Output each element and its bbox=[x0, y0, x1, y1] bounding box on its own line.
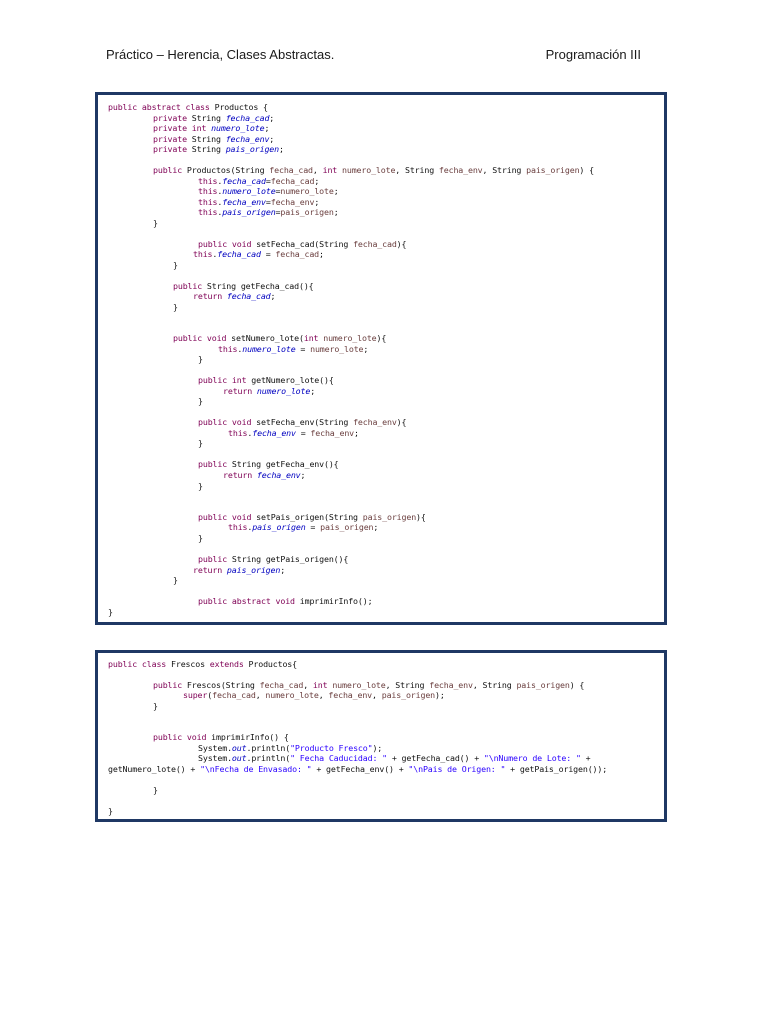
code-token: this bbox=[193, 249, 213, 259]
code-token: this bbox=[218, 344, 238, 354]
code-line bbox=[193, 565, 285, 575]
code-token: Frescos(String bbox=[186, 680, 260, 690]
code-token: fecha_env bbox=[270, 197, 315, 207]
code-line bbox=[108, 659, 297, 669]
code-token: ; bbox=[264, 123, 270, 133]
code-token: Frescos bbox=[171, 659, 210, 669]
code-token: String getFecha_env(){ bbox=[231, 459, 339, 469]
code-token: public bbox=[173, 281, 207, 291]
code-token: fecha_cad bbox=[353, 239, 397, 249]
code-token: ; bbox=[333, 186, 339, 196]
code-token: , bbox=[255, 690, 266, 700]
code-token: } bbox=[108, 607, 113, 617]
code-token: } bbox=[108, 806, 113, 816]
code-token: ; bbox=[270, 291, 276, 301]
code-line bbox=[198, 512, 426, 522]
code-token: setFecha_env(String bbox=[256, 417, 354, 427]
code-token: + getFecha_cad() + bbox=[386, 753, 484, 763]
code-token: pais_origen bbox=[320, 522, 374, 532]
code-token: "\nNumero de Lote: " bbox=[483, 753, 581, 763]
code-line bbox=[153, 144, 284, 154]
code-line bbox=[108, 806, 113, 816]
code-token: + bbox=[580, 753, 591, 763]
code-line bbox=[153, 113, 274, 123]
code-token: String getFecha_cad(){ bbox=[206, 281, 314, 291]
code-token: = bbox=[295, 344, 311, 354]
code-token: private bbox=[153, 144, 192, 154]
code-line bbox=[198, 743, 382, 753]
code-token: return bbox=[223, 470, 257, 480]
code-line bbox=[153, 218, 158, 228]
code-line bbox=[198, 354, 203, 364]
code-token: getNumero_lote() + bbox=[108, 764, 201, 774]
code-token: return bbox=[193, 291, 227, 301]
code-token: setNumero_lote( bbox=[231, 333, 304, 343]
code-token: } bbox=[173, 260, 178, 270]
code-token: ; bbox=[319, 249, 324, 259]
code-token: } bbox=[173, 302, 178, 312]
code-line bbox=[228, 428, 359, 438]
code-token: fecha_cad bbox=[269, 165, 313, 175]
code-token: public bbox=[153, 680, 187, 690]
code-token: ; bbox=[354, 428, 359, 438]
code-line bbox=[198, 396, 203, 406]
code-token: numero_lote bbox=[222, 186, 276, 196]
code-token: "\nPais de Origen: " bbox=[408, 764, 506, 774]
code-token: numero_lote bbox=[211, 123, 265, 133]
code-line bbox=[223, 386, 315, 396]
code-token: imprimirInfo() { bbox=[211, 732, 289, 742]
code-token: ; bbox=[314, 176, 320, 186]
code-token: ) { bbox=[569, 680, 585, 690]
code-token: fecha_env bbox=[429, 680, 473, 690]
code-token: fecha_cad bbox=[222, 176, 266, 186]
code-token: public void bbox=[153, 732, 212, 742]
code-token: ){ bbox=[396, 239, 407, 249]
code-token: return bbox=[193, 565, 227, 575]
code-token: return bbox=[223, 386, 257, 396]
code-token: numero_lote bbox=[332, 680, 386, 690]
code-token: getNumero_lote(){ bbox=[251, 375, 334, 385]
code-token: numero_lote bbox=[310, 344, 364, 354]
code-token: , String bbox=[482, 165, 527, 175]
code-token: int bbox=[191, 123, 212, 133]
code-token: System. bbox=[198, 753, 232, 763]
code-token: } bbox=[198, 396, 203, 406]
code-token: ){ bbox=[376, 333, 387, 343]
code-token: ; bbox=[280, 565, 286, 575]
header-title: Práctico – Herencia, Clases Abstractas. bbox=[106, 47, 335, 62]
code-token: . bbox=[247, 522, 253, 532]
code-token: . bbox=[237, 344, 243, 354]
code-token: numero_lote bbox=[242, 344, 296, 354]
code-line bbox=[198, 438, 203, 448]
code-token: int bbox=[322, 165, 342, 175]
code-token: fecha_cad bbox=[270, 176, 315, 186]
code-line bbox=[198, 186, 339, 196]
code-token: setPais_origen(String bbox=[256, 512, 363, 522]
code-token: ; bbox=[314, 197, 320, 207]
code-token: fecha_env bbox=[252, 428, 296, 438]
code-token: pais_origen bbox=[516, 680, 570, 690]
code-token: numero_lote bbox=[256, 386, 311, 396]
code-token: ; bbox=[333, 207, 339, 217]
code-token: } bbox=[153, 218, 158, 228]
code-token: ; bbox=[363, 344, 369, 354]
code-line bbox=[198, 207, 339, 217]
code-line bbox=[153, 123, 269, 133]
code-token: String bbox=[191, 144, 226, 154]
code-token: } bbox=[153, 701, 158, 711]
code-token: } bbox=[198, 481, 203, 491]
code-token: } bbox=[173, 575, 178, 585]
code-token: = bbox=[265, 197, 271, 207]
code-token: this bbox=[228, 522, 248, 532]
code-line bbox=[198, 459, 339, 469]
code-token: out bbox=[231, 753, 247, 763]
code-token: = bbox=[260, 249, 276, 259]
code-token: , String bbox=[385, 680, 430, 690]
code-token: String bbox=[191, 134, 226, 144]
code-line bbox=[153, 680, 584, 690]
code-token: fecha_cad bbox=[226, 291, 271, 301]
code-token: ); bbox=[372, 743, 383, 753]
code-token: , String bbox=[395, 165, 439, 175]
code-token: fecha_cad bbox=[225, 113, 270, 123]
code-block-frescos bbox=[95, 650, 667, 822]
code-line bbox=[198, 753, 591, 763]
code-token: out bbox=[231, 743, 247, 753]
code-token: pais_origen bbox=[222, 207, 276, 217]
code-token: "\nFecha de Envasado: " bbox=[200, 764, 312, 774]
code-token: = bbox=[295, 428, 311, 438]
code-token: numero_lote bbox=[323, 333, 377, 343]
code-line bbox=[173, 260, 178, 270]
code-token: . bbox=[212, 249, 218, 259]
code-token: private bbox=[153, 113, 192, 123]
code-token: pais_origen bbox=[225, 144, 279, 154]
code-token: Productos { bbox=[214, 102, 268, 112]
header-course: Programación III bbox=[545, 47, 641, 62]
code-line bbox=[173, 333, 386, 343]
code-token: = bbox=[275, 186, 281, 196]
code-line bbox=[108, 764, 607, 774]
code-token: Productos{ bbox=[248, 659, 297, 669]
code-line bbox=[153, 785, 158, 795]
code-token: ; bbox=[269, 134, 275, 144]
code-line bbox=[153, 165, 594, 175]
code-line bbox=[198, 533, 203, 543]
code-token: ; bbox=[373, 522, 379, 532]
code-line bbox=[198, 176, 319, 186]
code-token: , bbox=[303, 680, 313, 690]
code-token: public abstract class bbox=[108, 102, 215, 112]
code-token: numero_lote bbox=[342, 165, 396, 175]
code-token: int bbox=[303, 333, 324, 343]
code-line bbox=[183, 690, 445, 700]
code-token: this bbox=[198, 186, 218, 196]
code-token: . bbox=[217, 197, 223, 207]
code-line bbox=[198, 596, 372, 606]
code-token: = bbox=[265, 176, 271, 186]
code-line bbox=[198, 554, 348, 564]
code-token: fecha_env bbox=[310, 428, 355, 438]
code-token: "Producto Fresco" bbox=[290, 743, 373, 753]
code-token: ) { bbox=[579, 165, 594, 175]
code-line bbox=[223, 470, 305, 480]
code-token: ); bbox=[435, 690, 445, 700]
code-line bbox=[198, 239, 406, 249]
code-token: pais_origen bbox=[362, 512, 417, 522]
code-token: } bbox=[153, 785, 158, 795]
code-token: fecha_cad bbox=[275, 249, 320, 259]
code-token: ){ bbox=[416, 512, 426, 522]
code-token: fecha_cad bbox=[217, 249, 261, 259]
code-line bbox=[173, 281, 314, 291]
code-token: String getPais_origen(){ bbox=[231, 554, 349, 564]
code-token: fecha_cad bbox=[259, 680, 304, 690]
code-token: pais_origen bbox=[526, 165, 580, 175]
code-line bbox=[108, 607, 113, 617]
code-token: + getPais_origen()); bbox=[505, 764, 608, 774]
code-token: System. bbox=[198, 743, 232, 753]
code-line bbox=[153, 701, 158, 711]
code-line bbox=[198, 375, 334, 385]
code-token: imprimirInfo(); bbox=[299, 596, 373, 606]
code-token: . bbox=[217, 186, 223, 196]
code-token: fecha_env bbox=[222, 197, 266, 207]
code-token: public bbox=[153, 165, 187, 175]
code-token: setFecha_cad(String bbox=[256, 239, 354, 249]
code-token: ; bbox=[278, 144, 284, 154]
code-line bbox=[153, 732, 289, 742]
code-token: fecha_cad bbox=[212, 690, 256, 700]
code-token: , bbox=[312, 165, 323, 175]
code-token: public void bbox=[198, 417, 257, 427]
code-token: public void bbox=[198, 239, 257, 249]
code-token: .println( bbox=[246, 743, 291, 753]
code-token: numero_lote bbox=[280, 186, 334, 196]
code-token: ){ bbox=[396, 417, 407, 427]
code-line bbox=[193, 249, 324, 259]
code-token: this bbox=[198, 207, 218, 217]
code-token: fecha_env bbox=[225, 134, 270, 144]
code-token: String bbox=[191, 113, 226, 123]
code-token: private bbox=[153, 134, 192, 144]
code-token: } bbox=[198, 354, 203, 364]
code-token: public void bbox=[173, 333, 232, 343]
code-token: fecha_env bbox=[438, 165, 483, 175]
code-token: public abstract void bbox=[198, 596, 300, 606]
code-token: public void bbox=[198, 512, 257, 522]
code-token: fecha_env bbox=[328, 690, 373, 700]
code-line bbox=[108, 102, 268, 112]
code-line bbox=[198, 197, 319, 207]
code-token: int bbox=[312, 680, 333, 690]
code-token: pais_origen bbox=[381, 690, 436, 700]
code-block-productos bbox=[95, 92, 667, 625]
code-token: } bbox=[198, 533, 203, 543]
code-token: , bbox=[372, 690, 382, 700]
code-line bbox=[228, 522, 378, 532]
code-line bbox=[173, 302, 178, 312]
code-token: this bbox=[198, 197, 218, 207]
code-token: } bbox=[198, 438, 203, 448]
code-token: " Fecha Caducidad: " bbox=[290, 753, 387, 763]
code-token: pais_origen bbox=[252, 522, 306, 532]
code-line bbox=[153, 134, 274, 144]
code-token: ( bbox=[207, 690, 213, 700]
code-token: public class bbox=[108, 659, 171, 669]
code-line bbox=[218, 344, 368, 354]
code-token: + getFecha_env() + bbox=[311, 764, 409, 774]
code-line bbox=[193, 291, 275, 301]
code-line bbox=[198, 481, 203, 491]
code-token: public bbox=[198, 459, 232, 469]
code-token: . bbox=[217, 176, 223, 186]
code-token: public bbox=[198, 554, 232, 564]
code-token: numero_lote bbox=[265, 690, 319, 700]
code-token: , String bbox=[472, 680, 517, 690]
code-token: extends bbox=[209, 659, 249, 669]
code-token: public int bbox=[198, 375, 252, 385]
code-token: ; bbox=[300, 470, 306, 480]
code-token: super bbox=[183, 690, 208, 700]
code-token: = bbox=[275, 207, 281, 217]
code-token: pais_origen bbox=[226, 565, 281, 575]
code-token: ; bbox=[310, 386, 316, 396]
code-token: , bbox=[318, 690, 329, 700]
code-line bbox=[198, 417, 406, 427]
code-token: ; bbox=[269, 113, 275, 123]
code-token: .println( bbox=[246, 753, 291, 763]
code-token: Productos(String bbox=[186, 165, 270, 175]
code-token: this bbox=[228, 428, 248, 438]
code-token: pais_origen bbox=[280, 207, 334, 217]
code-token: fecha_env bbox=[353, 417, 397, 427]
code-token: fecha_env bbox=[256, 470, 301, 480]
code-token: this bbox=[198, 176, 218, 186]
code-token: private bbox=[153, 123, 192, 133]
code-token: . bbox=[217, 207, 223, 217]
code-token: = bbox=[305, 522, 321, 532]
code-token: . bbox=[247, 428, 253, 438]
code-line bbox=[173, 575, 178, 585]
